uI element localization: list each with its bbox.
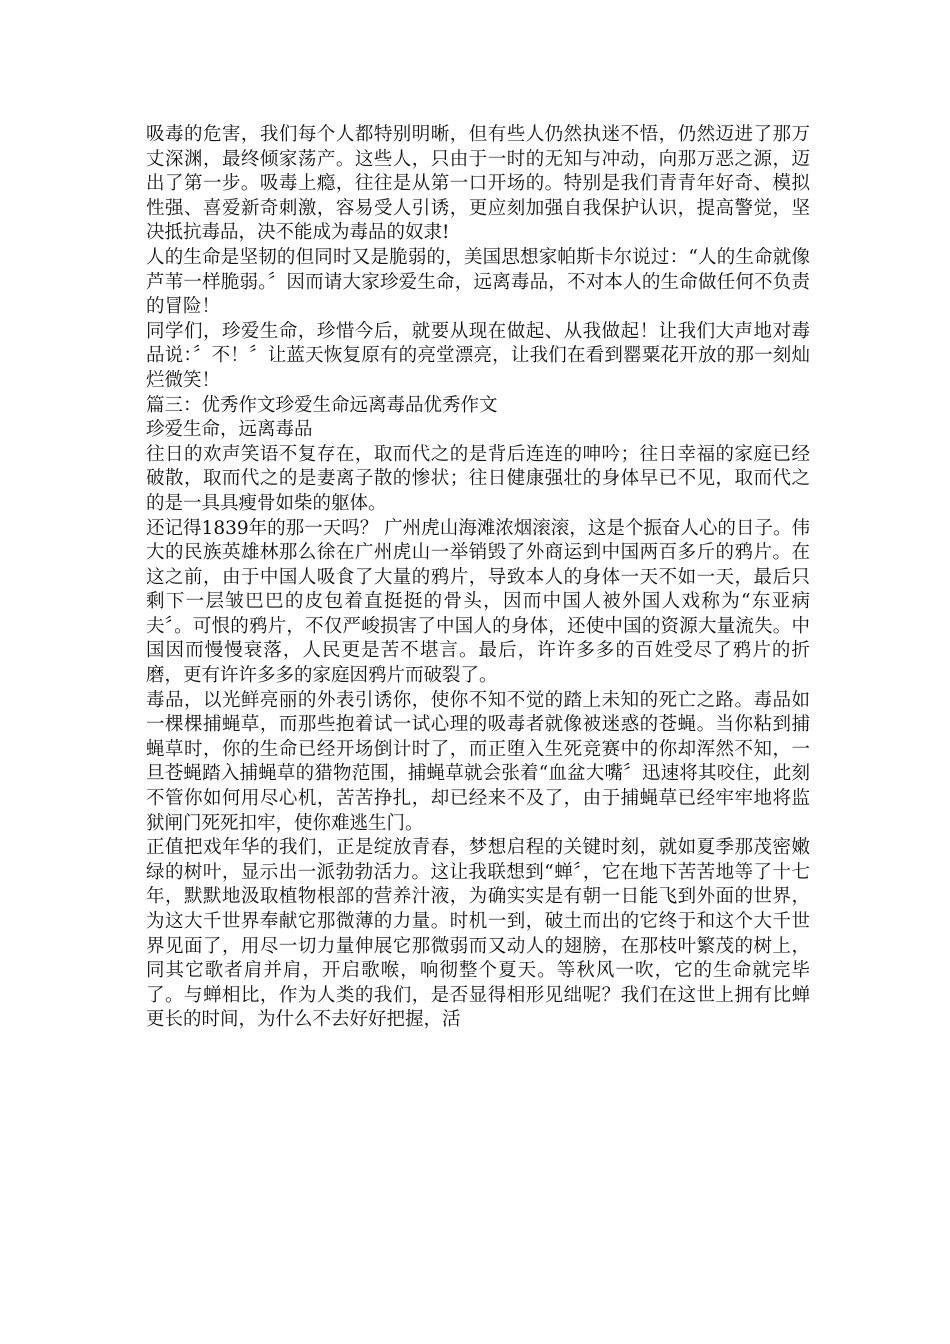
section-heading: 篇三：优秀作文珍爱生命远离毒品优秀作文 [146, 394, 498, 416]
paragraph-flytrap-metaphor: 毒品，以光鲜亮丽的外表引诱你，使你不知不觉的踏上未知的死亡之路。毒品如一棵棵捕蝇草，而那些抱着试一试心理的吸毒者就像被迷惑的苍蝇。当你粘到捕蝇草时，你的生命已经开场倒计时了，而正堕入生死竞赛中的你却浑然不知，一旦苍蝇踏入捕蝇草的猎物范围，捕蝇草就会张着“血盆大嘴〞迅速将其咬住，此刻不管你如何用尽心机，苦苦挣扎，却已经来不及了，由于捕蝇草已经牢牢地将监狱闸门死死扣牢，使你难逃生门。 [146, 689, 810, 834]
paragraph-drug-harm: 吸毒的危害，我们每个人都特别明晰，但有些人仍然执迷不悟，仍然迈进了那万丈深渊，最终倾家荡产。这些人，只由于一时的无知与冲动，向那万恶之源，迈出了第一步。吸毒上瘾，往往是从第一口开场的。特别是我们青青年好奇、模拟性强、喜爱新奇刺激，容易受人引诱，更应刻加强自我保护认识，提高警觉，坚决抵抗毒品，决不能成为毒品的奴隶! [146, 124, 810, 244]
document-body [146, 123, 810, 1033]
paragraph-1839-history: 还记得1839年的那一天吗？ 广州虎山海滩浓烟滚滚，这是个振奋人心的日子。伟大的民族英雄林那么徐在广州虎山一举销毁了外商运到中国两百多斤的鸦片。在这之前，由于中国人吸食了大量的鸦片，导致本人的身体一天不如一天，最后只剩下一层皱巴巴的皮包着直挺挺的骨头，因而中国人被外国人戏称为“东亚病夫〞。可恨的鸦片，不仅严峻损害了中国人的身体，还使中国的资源大量流失。中国因而慢慢衰落，人民更是苦不堪言。最后，许许多多的百姓受尽了鸦片的折磨，更有许许多多的家庭因鸦片而破裂了。 [146, 517, 810, 687]
paragraph-past-joy: 往日的欢声笑语不复存在，取而代之的是背后连连的呻吟；往日幸福的家庭已经破散，取而代之的是妻离子散的惨状；往日健康强壮的身体早已不见，取而代之的是一具具瘦骨如柴的躯体。 [146, 443, 810, 514]
paragraph-call-to-action: 同学们，珍爱生命，珍惜今后，就要从现在做起、从我做起！让我们大声地对毒品说：〞不！〞让蓝天恢复原有的亮堂漂亮，让我们在看到罂粟花开放的那一刻灿烂微笑！ [146, 320, 810, 391]
paragraph-life-fragile: 人的生命是坚韧的但同时又是脆弱的，美国思想家帕斯卡尔说过：“人的生命就像芦苇一样脆弱。〞因而请大家珍爱生命，远离毒品，不对本人的生命做任何不负责的冒险！ [146, 246, 810, 318]
paragraph-cicada-metaphor: 正值把戏年华的我们，正是绽放青春，梦想启程的关键时刻，就如夏季那茂密嫩绿的树叶，显示出一派勃勃活力。这让我联想到“蝉〞，它在地下苦苦地等了十七年，默默地汲取植物根部的营养汁液，为确实实是有朝一日能飞到外面的世界，为这大千世界奉献它那微薄的力量。时机一到，破土而出的它终于和这个大千世界见面了，用尽一切力量伸展它那微弱而又动人的翅膀，在那枝叶繁茂的树上，同其它歌者肩并肩，开启歌喉，响彻整个夏天。等秋风一吹，它的生命就完毕了。与蝉相比，作为人类的我们，是否显得相形见绌呢？我们在这世上拥有比蝉更长的时间，为什么不去好好把握，活 [146, 837, 810, 1031]
essay-title: 珍爱生命，远离毒品 [146, 419, 313, 441]
